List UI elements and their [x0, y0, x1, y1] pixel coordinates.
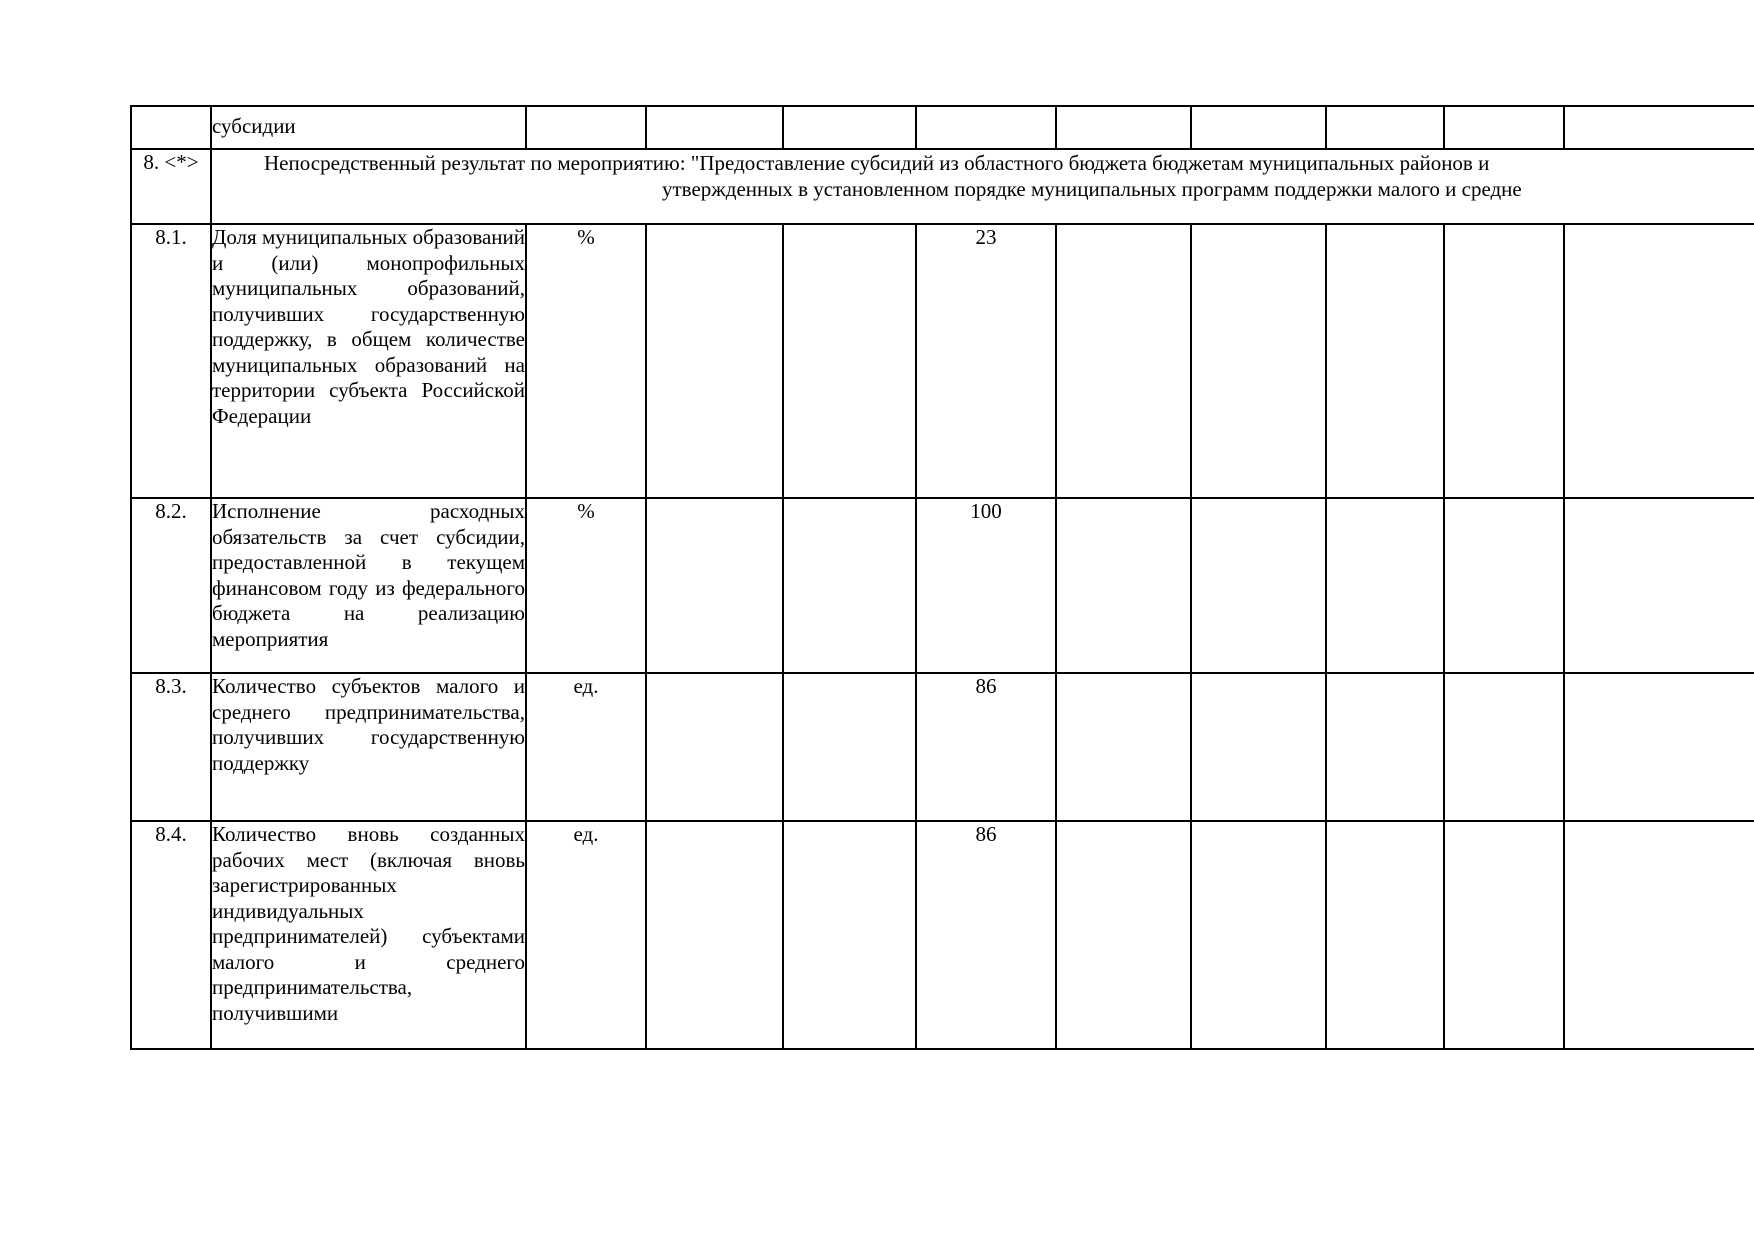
empty-cell [1444, 821, 1564, 1049]
empty-cell [1056, 673, 1191, 821]
empty-cell [1056, 821, 1191, 1049]
row-number-cell: 8.1. [131, 224, 211, 498]
empty-cell [1056, 498, 1191, 673]
empty-cell [783, 498, 916, 673]
empty-cell [1564, 106, 1754, 149]
unit-cell: ед. [526, 673, 646, 821]
result-text-cell [211, 149, 1754, 224]
value-cell [916, 106, 1056, 149]
empty-cell [783, 224, 916, 498]
report-table [130, 105, 1754, 1050]
value-cell: 86 [916, 673, 1056, 821]
table-row-result [131, 149, 1754, 224]
empty-cell [783, 673, 916, 821]
result-line-1: Непосредственный результат по мероприятию: "Предоставление субсидий из областного бюджета бюджетам муниципальных районов и [264, 151, 1490, 175]
empty-cell [1191, 673, 1326, 821]
empty-cell [1564, 498, 1754, 673]
indicator-cell: субсидии [211, 106, 526, 149]
table-row [131, 673, 1754, 821]
empty-cell [1564, 673, 1754, 821]
empty-cell [1056, 224, 1191, 498]
unit-cell: ед. [526, 821, 646, 1049]
indicator-cell: Исполнение расходных обязательств за счет субсидии, предоставленной в текущем финансовом году из федерального бюджета на реализацию мероприятия [211, 498, 526, 673]
value-cell: 23 [916, 224, 1056, 498]
empty-cell [1564, 224, 1754, 498]
empty-cell [1056, 106, 1191, 149]
empty-cell [1326, 498, 1444, 673]
indicator-cell: Количество субъектов малого и среднего предпринимательства, получивших государственную поддержку [211, 673, 526, 821]
value-cell: 86 [916, 821, 1056, 1049]
table-row [131, 821, 1754, 1049]
row-number-cell: 8. <*> [131, 149, 211, 224]
empty-cell [783, 821, 916, 1049]
empty-cell [1564, 821, 1754, 1049]
row-number-cell: 8.2. [131, 498, 211, 673]
row-number-cell [131, 106, 211, 149]
indicator-cell: Доля муниципальных образований и (или) монопрофильных муниципальных образований, получивших государственную поддержку, в общем количестве муниципальных образований на территории субъекта Российской Федерации [211, 224, 526, 498]
empty-cell [783, 106, 916, 149]
unit-cell [526, 106, 646, 149]
empty-cell [1191, 106, 1326, 149]
empty-cell [646, 673, 783, 821]
result-line-2: утвержденных в установленном порядке муниципальных программ поддержки малого и средне [662, 177, 1522, 201]
row-number-cell: 8.4. [131, 821, 211, 1049]
empty-cell [646, 498, 783, 673]
table-row [131, 224, 1754, 498]
unit-cell: % [526, 498, 646, 673]
empty-cell [1326, 106, 1444, 149]
table-row [131, 498, 1754, 673]
empty-cell [646, 106, 783, 149]
empty-cell [1444, 673, 1564, 821]
row-number-cell: 8.3. [131, 673, 211, 821]
empty-cell [1326, 224, 1444, 498]
table-row-continuation [131, 106, 1754, 149]
empty-cell [646, 224, 783, 498]
empty-cell [1326, 673, 1444, 821]
indicator-cell: Количество вновь созданных рабочих мест (включая вновь зарегистрированных индивидуальных предпринимателей) субъектами малого и среднего предпринимательства, получившими [211, 821, 526, 1049]
empty-cell [646, 821, 783, 1049]
empty-cell [1326, 821, 1444, 1049]
unit-cell: % [526, 224, 646, 498]
empty-cell [1444, 224, 1564, 498]
empty-cell [1191, 224, 1326, 498]
empty-cell [1444, 498, 1564, 673]
empty-cell [1191, 498, 1326, 673]
empty-cell [1191, 821, 1326, 1049]
value-cell: 100 [916, 498, 1056, 673]
empty-cell [1444, 106, 1564, 149]
